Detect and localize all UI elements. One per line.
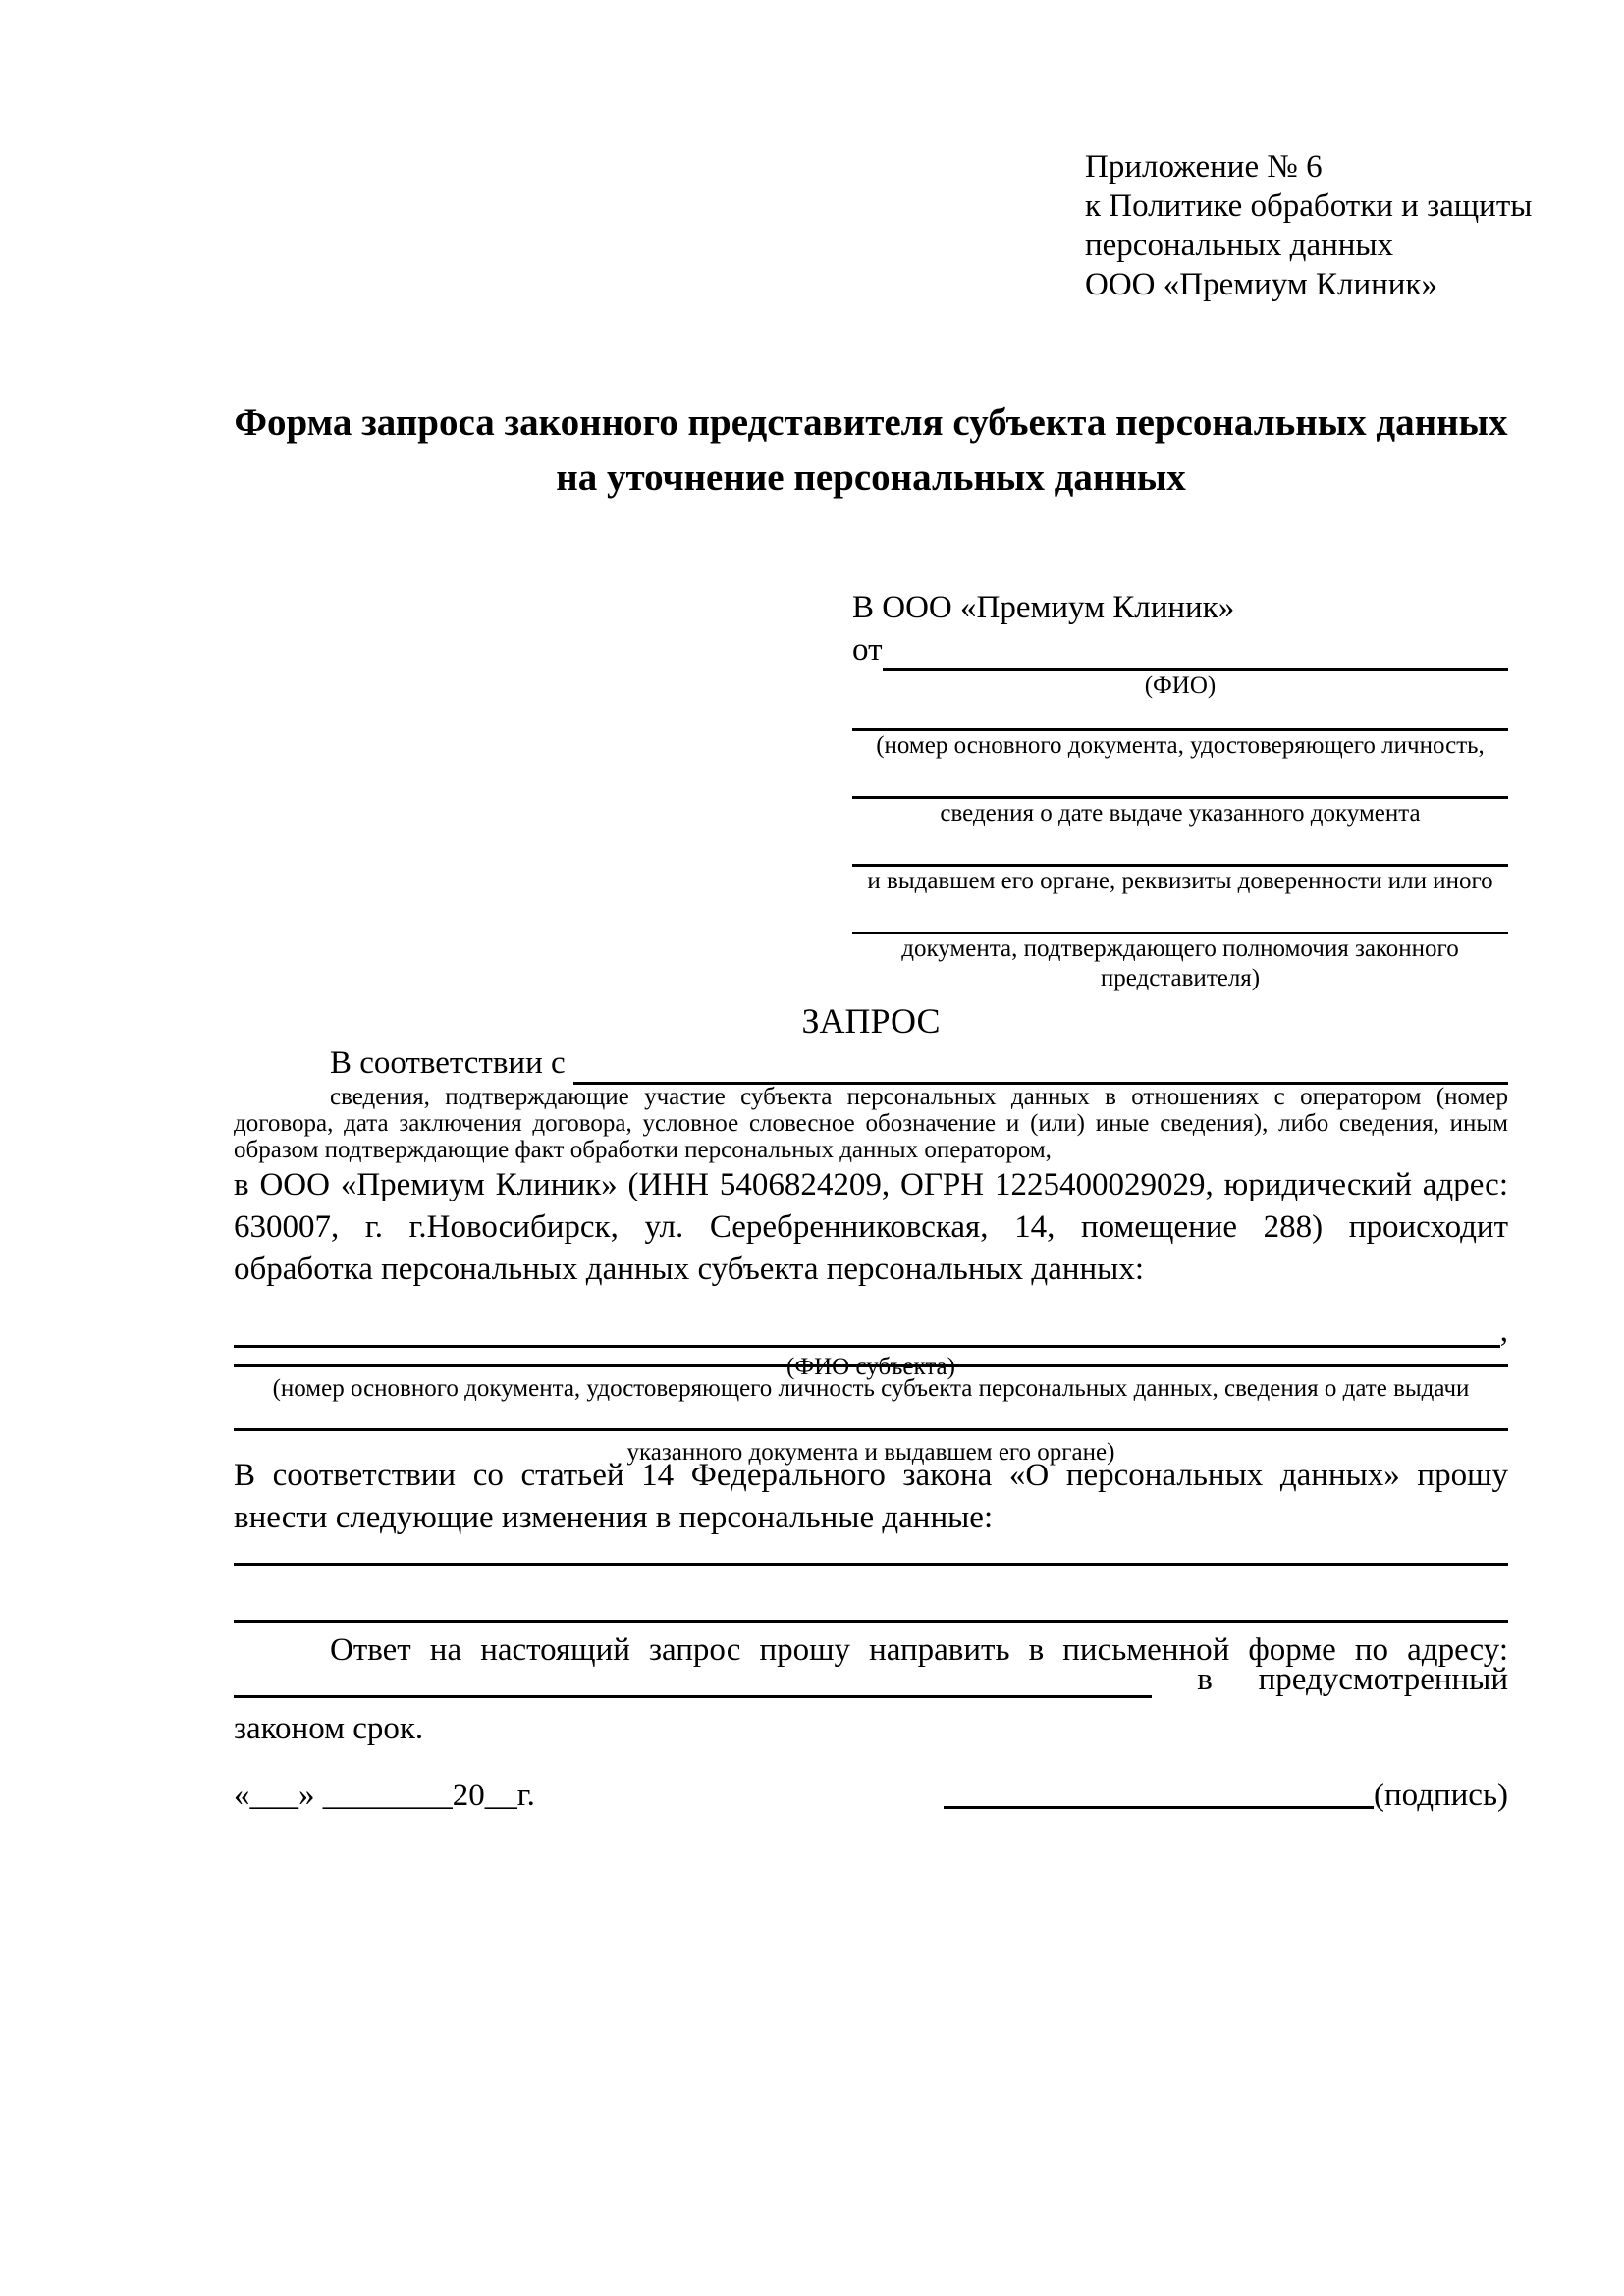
page-title (234, 396, 1508, 506)
annex-line: ООО «Премиум Клиник» (1085, 267, 1437, 302)
reply-word: в (1197, 1662, 1213, 1697)
annex-line: к Политике обработки и защиты (1085, 188, 1533, 224)
footnote-text: сведения, подтверждающие участие субъекта персональных данных в отношениях с оператором (номер договора, дата заключения договора, условное словесное обозначение и (или) иные сведения), либо сведения, иным образом подтверждающие факт обработки персональных данных оператором, (234, 1084, 1508, 1163)
accordance-prefix: В соответствии с (330, 1045, 566, 1081)
addressee-to: В ООО «Премиум Клиник» (852, 590, 1235, 625)
changes-fill-line (234, 1563, 1508, 1566)
signature-group (944, 1775, 1508, 1817)
footer-date: «___» ________20__г. (234, 1778, 535, 1813)
document-fill-line (234, 1428, 1508, 1431)
document-fill-line (234, 1364, 1508, 1367)
from-label: от (852, 632, 883, 667)
accordance-row (234, 1042, 1508, 1085)
article-paragraph: В соответствии со статьей 14 Федерального закона «О персональных данных» прошу внести следующие изменения в персональные данные: (234, 1458, 1508, 1535)
document-fill-line (852, 896, 1508, 934)
signature-caption: (подпись) (1374, 1778, 1508, 1813)
reply-paragraph-line: законом срок. (234, 1711, 424, 1746)
subject-caption: (ФИО субъекта) (786, 1354, 955, 1380)
subject-fill-row (234, 1306, 1508, 1348)
annex-block (1085, 147, 1532, 304)
subject-line-comma: , (1499, 1313, 1508, 1349)
annex-line: персональных данных (1085, 228, 1394, 263)
document-fill-line (852, 828, 1508, 867)
fill-line-caption: (номер основного документа, удостоверяющего личность, (876, 732, 1485, 759)
document-fill-line (852, 761, 1508, 799)
subject-fill-line (234, 1345, 1500, 1348)
reply-paragraph-line: Ответ на настоящий запрос прошу направить в письменной форме по адресу: (330, 1632, 1508, 1668)
address-fill-line (234, 1660, 1152, 1698)
fio-caption: (ФИО) (1144, 672, 1217, 699)
fill-line-caption: сведения о дате выдаче указанного документа (940, 800, 1421, 827)
reply-address-row (234, 1659, 1508, 1698)
signature-fill-line (944, 1806, 1374, 1809)
fill-line-caption: указанного документа и выдавшем его органе) (626, 1439, 1115, 1466)
operator-paragraph: в ООО «Премиум Клиник» (ИНН 5406824209, ОГРН 1225400029029, юридический адрес: 630007, г. г.Новосибирск, ул. Серебренниковская, 14, помещение 288) происходит обработка персональных данных субъекта персональных данных: (234, 1167, 1508, 1287)
annex-line: Приложение № 6 (1085, 149, 1323, 185)
document-fill-line (852, 701, 1508, 731)
changes-fill-line (234, 1620, 1508, 1623)
fill-line-caption: (номер основного документа, удостоверяющего личность субъекта персональных данных, сведения о дате выдачи (272, 1375, 1470, 1402)
accordance-fill-line (573, 1042, 1508, 1085)
request-heading: ЗАПРОС (801, 1001, 941, 1041)
page-title-line: на уточнение персональных данных (556, 456, 1186, 499)
from-row (852, 629, 1508, 671)
page-title-line: Форма запроса законного представителя субъекта персональных данных (234, 401, 1508, 444)
footer-row (234, 1775, 1508, 1817)
fio-fill-line (883, 629, 1509, 671)
addressee-block (852, 587, 1508, 993)
fill-line-caption: и выдавшем его органе, реквизиты доверенности или иного (867, 868, 1493, 894)
fill-line-caption: документа, подтверждающего полномочия законного представителя) (901, 935, 1459, 991)
reply-word: предусмотренный (1258, 1662, 1508, 1697)
